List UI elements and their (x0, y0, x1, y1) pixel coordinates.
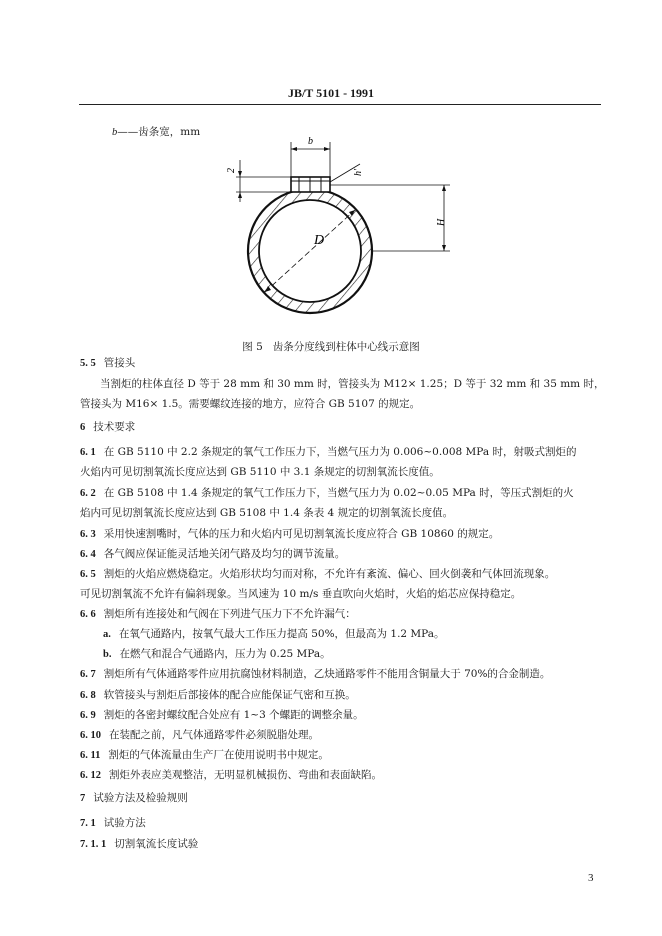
section-6-2: 6. 2 在 GB 5108 中 1.4 条规定的氧气工作压力下，当燃气压力为 0.02~0.05 MPa 时，等压式割炬的火 (80, 487, 574, 499)
section-6-4: 6. 4 各气阀应保证能灵活地关闭气路及均匀的调节流量。 (80, 548, 346, 560)
section-7-1-1: 7. 1. 1 切割氧流长度试验 (80, 838, 199, 850)
page-number: 3 (588, 872, 594, 884)
section-6-9: 6. 9 割炬的各密封螺纹配合处应有 1~3 个螺距的调整余量。 (80, 709, 364, 721)
section-6-7: 6. 7 割炬所有气体通路零件应用抗腐蚀材料制造，乙炔通路零件不能用含铜量大于 70%的合金制造。 (80, 668, 551, 680)
figure-caption (0, 339, 662, 354)
section-6-5: 6. 5 割炬的火焰应燃烧稳定。火焰形状均匀而对称，不允许有紊流、偏心、回火倒袭和气体回流现象。 (80, 568, 556, 580)
legend-text: ——齿条宽，mm (117, 126, 201, 138)
header-divider (79, 104, 601, 105)
section-6-1: 6. 1 在 GB 5110 中 2.2 条规定的氧气工作压力下，当燃气压力为 0.006~0.008 MPa 时，射吸式割炬的 (80, 446, 577, 458)
page-header-title: JB/T 5101 - 1991 (287, 86, 375, 100)
paragraph-line: 当割炬的柱体直径 D 等于 28 mm 和 30 mm 时，管接头为 M12× 1.25；D 等于 32 mm 和 35 mm 时， (100, 378, 605, 390)
section-6-3: 6. 3 采用快速割嘴时，气体的压力和火焰内可见切割氧流长度应符合 GB 10860 的规定。 (80, 528, 500, 540)
section-6-6: 6. 6 割炬所有连接处和气阀在下列进气压力下不允许漏气： (80, 608, 356, 620)
dim-h-prime-label: h' (353, 168, 364, 176)
legend-symbol: b (112, 127, 118, 138)
dim-D-label: D (314, 233, 325, 248)
rack-to-cylinder-diagram (200, 130, 460, 335)
list-item-b: b. 在燃气和混合气通路内，压力为 0.25 MPa。 (103, 648, 331, 660)
dim-H-label: H (436, 218, 447, 226)
paragraph-line: 焰内可见切割氧流长度应达到 GB 5108 中 1.4 条表 4 规定的切割氧流长度值。 (80, 507, 454, 519)
section-5-5: 5. 5 管接头 (80, 357, 136, 369)
section-6-10: 6. 10 在装配之前，凡气体通路零件必须脱脂处理。 (80, 729, 319, 741)
dim-b-label: b (308, 136, 313, 147)
figure-number: 图 5 (242, 341, 263, 353)
list-item-a: a. 在氧气通路内，按氧气最大工作压力提高 50%，但最高为 1.2 MPa。 (103, 628, 445, 640)
section-6: 6 技术要求 (80, 421, 136, 433)
section-7: 7 试验方法及检验规则 (80, 792, 188, 804)
legend-b (112, 124, 200, 139)
section-6-12: 6. 12 割炬外表应美观整洁，无明显机械损伤、弯曲和表面缺陷。 (80, 769, 382, 781)
dim-z-label: 2 (226, 168, 237, 173)
paragraph-line: 可见切割氧流不允许有偏斜现象。当风速为 10 m/s 垂直吹向火焰时，火焰的焰芯应保持稳定。 (80, 588, 522, 600)
paragraph-line: 火焰内可见切割氧流长度应达到 GB 5110 中 3.1 条规定的切割氧流长度值。 (80, 466, 440, 478)
section-7-1: 7. 1 试验方法 (80, 817, 146, 829)
section-6-11: 6. 11 割炬的气体流量由生产厂在使用说明书中规定。 (80, 749, 329, 761)
section-6-8: 6. 8 软管接头与割炬后部接体的配合应能保证气密和互换。 (80, 689, 356, 701)
figure-caption-text: 齿条分度线到柱体中心线示意图 (272, 341, 420, 353)
paragraph-line: 管接头为 M16× 1.5。需要螺纹连接的地方，应符合 GB 5107 的规定。 (80, 398, 421, 410)
